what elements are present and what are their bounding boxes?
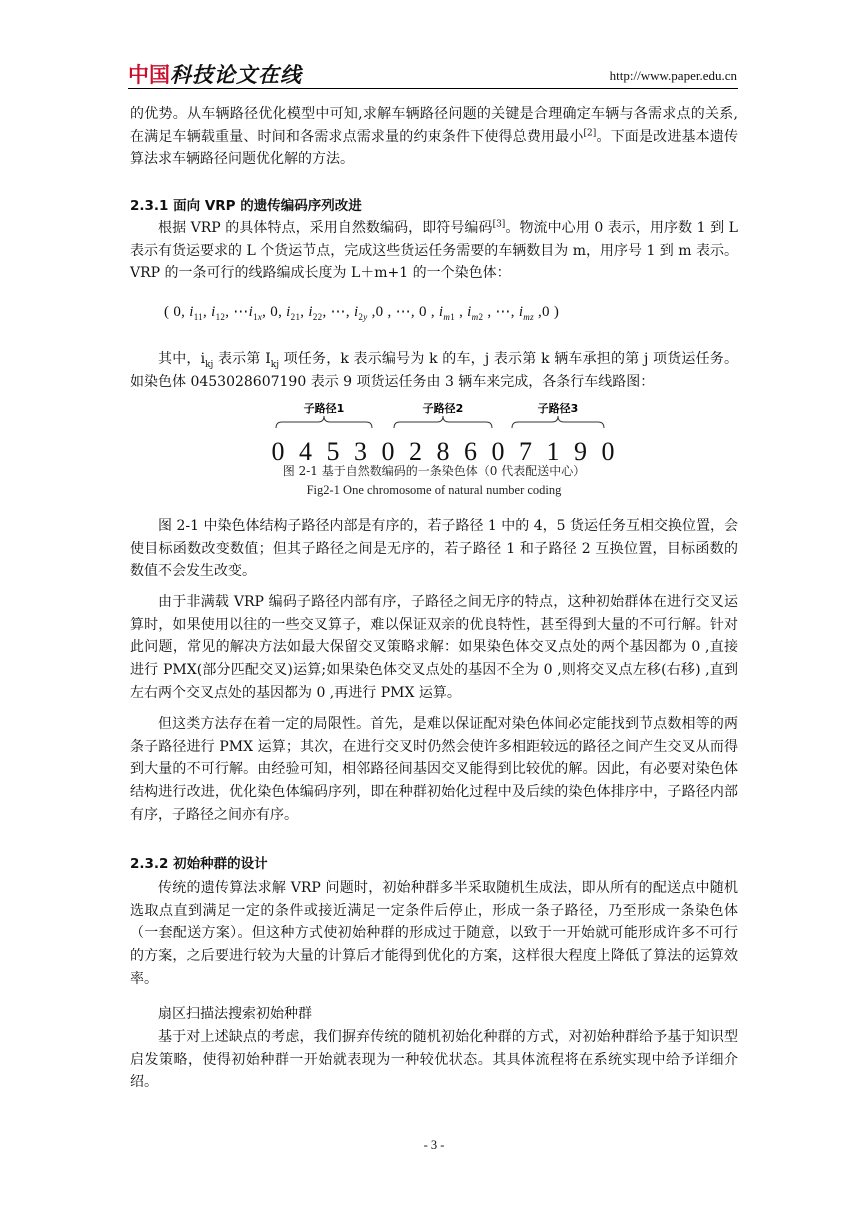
paragraph-text: 。物流中心用 0 表示，用序数 1 到 L 表示有货运要求的 L 个货运节点，完成这些货运任务需要的车辆数目为 m，用序号 1 到 m 表示。VRP 的一条可行的线路编成长度为 L＋m+1 的一个染色体： bbox=[130, 220, 738, 282]
citation[interactable]: [2] bbox=[583, 128, 597, 139]
paragraph-intro bbox=[130, 103, 738, 171]
paragraph-text: 的优势。从车辆路径优化模型中可知,求解车辆路径问题的关键是合理确定车辆与各需求点的关系,在满足车辆载重量、时间和各需求点需求量的约束条件下使得总费用最小 bbox=[130, 106, 738, 145]
gene-digit: 0 bbox=[271, 437, 285, 466]
gene-digit: 4 bbox=[299, 437, 312, 466]
paragraph-text: 其中，i bbox=[158, 351, 206, 367]
subscript: kj bbox=[205, 359, 214, 370]
subpath-brace-1 bbox=[276, 416, 372, 428]
gene-digit: 0 bbox=[491, 437, 505, 466]
paragraph-figure-explain: 图 2-1 中染色体结构子路径内部是有序的，若子路径 1 中的 4，5 货运任务互相交换位置，会使目标函数改变数值；但其子路径之间是无序的，若子路径 1 和子路径 2 互换位置，目标函数的数值不会发生改变。 bbox=[130, 518, 738, 580]
gene-digit: 1 bbox=[546, 437, 560, 466]
subpath-brace-3 bbox=[512, 416, 604, 428]
subpath-label-2: 子路径2 bbox=[422, 402, 464, 415]
chromosome-figure bbox=[268, 398, 618, 468]
paragraph-notation bbox=[130, 348, 738, 393]
paragraph-text: 表示第 I bbox=[213, 351, 271, 367]
paragraph-text: 项任务，k 表示编号为 k 的车，j 表示第 k 辆车承担的第 j 项货运任务。如染色体 0453028607190 表示 9 项货运任务由 3 辆车来完成，各条行车线路图： bbox=[130, 351, 738, 390]
gene-digit: 7 bbox=[519, 437, 532, 466]
section-heading-2-3-2: 2.3.2 初始种群的设计 bbox=[130, 856, 268, 872]
site-logo[interactable] bbox=[128, 62, 302, 86]
header-url[interactable]: http://www.paper.edu.cn bbox=[609, 68, 737, 83]
section-heading-2-3-1: 2.3.1 面向 VRP 的遗传编码序列改进 bbox=[130, 198, 362, 214]
subpath-label-1: 子路径1 bbox=[303, 402, 345, 415]
paragraph-crossover: 由于非满载 VRP 编码子路径内部有序，子路径之间无序的特点，这种初始群体在进行交叉运算时，如果使用以往的一些交叉算子，难以保证双亲的优良特性，甚至得到大量的不可行解。针对此问题，常见的解决方法如最大保留交叉策略求解：如果染色体交叉点处的两个基因都为 0 ,直接进行 PMX(部分匹配交叉)运算;如果染色体交叉点处的基因不全为 0 ,则将交叉点左移(右移) ,直到左右两个交叉点处的基因都为 0 ,再进行 PMX 运算。 bbox=[130, 594, 738, 701]
gene-digit: 5 bbox=[326, 437, 340, 466]
gene-digit: 8 bbox=[436, 437, 450, 466]
subscript: kj bbox=[270, 359, 279, 370]
gene-digit: 0 bbox=[601, 437, 615, 466]
chromosome-diagram bbox=[268, 398, 618, 468]
paragraph-encoding bbox=[130, 217, 738, 285]
chromosome-formula: ( 0, $i_{11}$, $i_{12}$, $\cdots i_{1x}$, 0, $i_{21}$, $i_{22}$, ⋯, $i_{2y}$ ,0 , ⋯, 0 , $i_{m1}$ , $i_{m2}$ , ⋯, $i_{mz}$ ,0 ) bbox=[164, 304, 560, 322]
figure-caption-en: Fig2-1 One chromosome of natural number coding bbox=[306, 483, 562, 497]
gene-digit: 6 bbox=[464, 437, 477, 466]
paragraph-text: 。下面是改进基本遗传算法求车辆路径问题优化解的方法。 bbox=[130, 128, 739, 168]
gene-digit: 3 bbox=[354, 437, 367, 466]
paragraph-sector-scan: 扇区扫描法搜索初始种群 bbox=[158, 1006, 312, 1022]
paragraph-initial-population: 传统的遗传算法求解 VRP 问题时，初始种群多半采取随机生成法，即从所有的配送点中随机选取点直到满足一定的条件或接近满足一定条件后停止，形成一条子路径，乃至形成一条染色体（一套配送方案）。但这种方式使初始种群的形成过于随意，以致于一开始就可能形成许多不可行的方案，之后要进行较为大量的计算后才能得到优化的方案，这样很大程度上降低了算法的运算效率。 bbox=[130, 880, 738, 987]
subpath-label-3: 子路径3 bbox=[537, 402, 579, 415]
subpath-brace-2 bbox=[394, 416, 492, 428]
header-rule bbox=[128, 88, 738, 89]
gene-digit: 2 bbox=[409, 437, 422, 466]
paragraph-heuristic: 基于对上述缺点的考虑，我们摒弃传统的随机初始化种群的方式，对初始种群给予基于知识型启发策略，使得初始种群一开始就表现为一种较优状态。其具体流程将在系统实现中给予详细介绍。 bbox=[130, 1029, 738, 1091]
logo-red-text: 中国 bbox=[128, 63, 170, 87]
paragraph-limitations: 但这类方法存在着一定的局限性。首先，是难以保证配对染色体间必定能找到节点数相等的两条子路径进行 PMX 运算；其次，在进行交叉时仍然会使许多相距较远的路径之间产生交叉从而得到大量的不可行解。由经验可知，相邻路径间基因交叉能得到比较优的解。因此，有必要对染色体结构进行改进，优化染色体编码序列，即在种群初始化过程中及后续的染色体排序中，子路径内部有序，子路径之间亦有序。 bbox=[130, 716, 738, 823]
gene-digit: 0 bbox=[381, 437, 395, 466]
paragraph-text: 根据 VRP 的具体特点，采用自然数编码，即符号编码 bbox=[158, 220, 493, 236]
gene-digit: 9 bbox=[574, 437, 587, 466]
citation[interactable]: [3] bbox=[492, 219, 506, 230]
logo-black-text: 科技论文在线 bbox=[170, 63, 302, 87]
page-number: - 3 - bbox=[423, 1138, 445, 1152]
figure-caption-cn: 图 2-1 基于自然数编码的一条染色体（0 代表配送中心） bbox=[282, 464, 586, 478]
